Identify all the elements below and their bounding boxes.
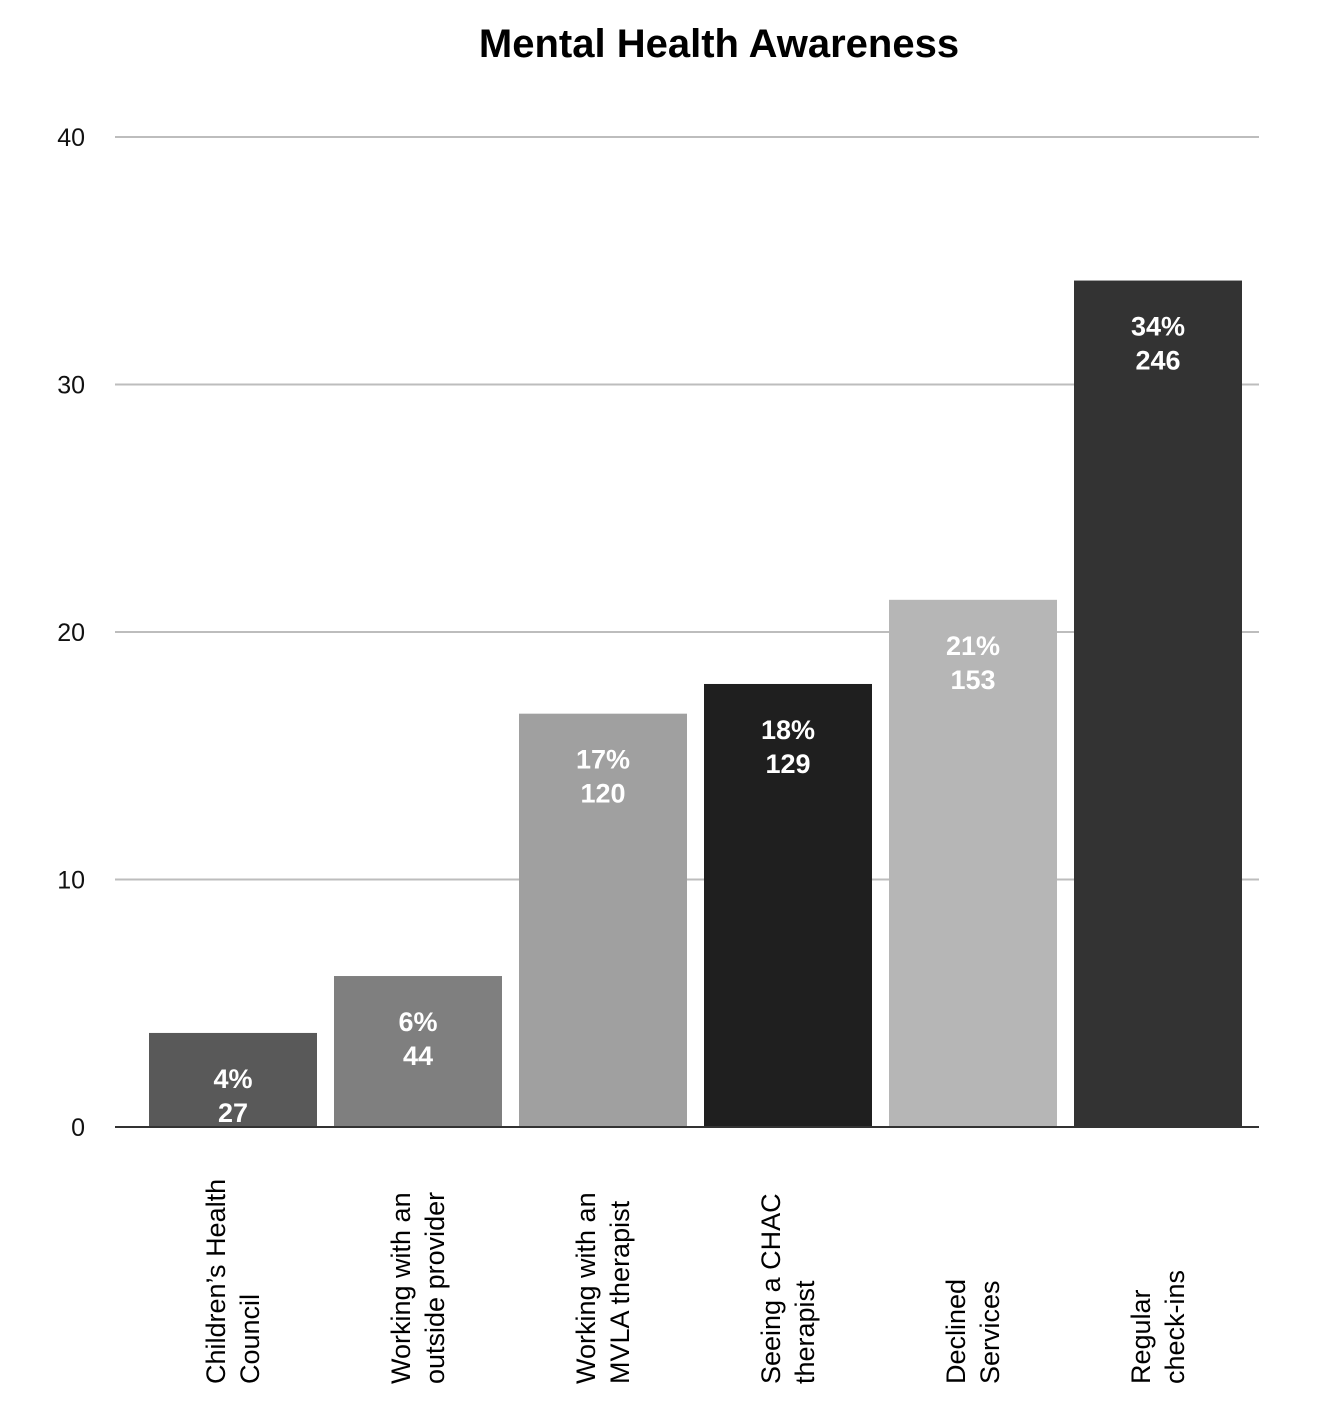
y-tick-label: 0 [71,1114,85,1142]
bar-count-label: 129 [765,748,811,779]
chart-title: Mental Health Awareness [478,22,960,66]
x-category-label: Working with an [571,1192,601,1384]
x-category-label: therapist [790,1280,820,1384]
bar-percent-label: 18% [760,714,816,745]
bar-count-label: 44 [402,1041,434,1072]
bar-count-label: 246 [1135,345,1181,376]
x-category-label: Declined [941,1278,971,1384]
x-axis-category-labels [201,1179,1190,1384]
y-tick-label: 30 [57,371,85,400]
bar-percent-label: 6% [398,1007,438,1038]
y-tick-label: 10 [57,866,85,895]
x-category-label: outside provider [420,1191,450,1384]
bar-percent-label: 4% [213,1063,253,1094]
bar [519,714,687,1127]
bar-count-label: 153 [950,664,996,695]
x-category-label: check-ins [1160,1269,1190,1384]
bar-count-label: 120 [580,778,626,809]
x-category-label: Regular [1126,1289,1156,1384]
bar-percent-label: 34% [1130,311,1186,342]
x-category-label: Council [235,1293,265,1384]
y-tick-label: 40 [57,124,85,152]
bar [1074,281,1242,1127]
bar-percent-label: 21% [945,630,1001,661]
y-axis-ticks [57,124,85,1142]
bars [149,281,1242,1127]
bar-count-label: 27 [217,1097,249,1128]
bar-percent-label: 17% [575,744,631,775]
x-category-label: Working with an [386,1192,416,1384]
y-tick-label: 20 [57,619,85,647]
x-category-label: Services [975,1280,1005,1384]
x-category-label: MVLA therapist [605,1200,635,1384]
x-category-label: Children’s Health [201,1178,231,1384]
x-category-label: Seeing a CHAC [756,1193,786,1384]
